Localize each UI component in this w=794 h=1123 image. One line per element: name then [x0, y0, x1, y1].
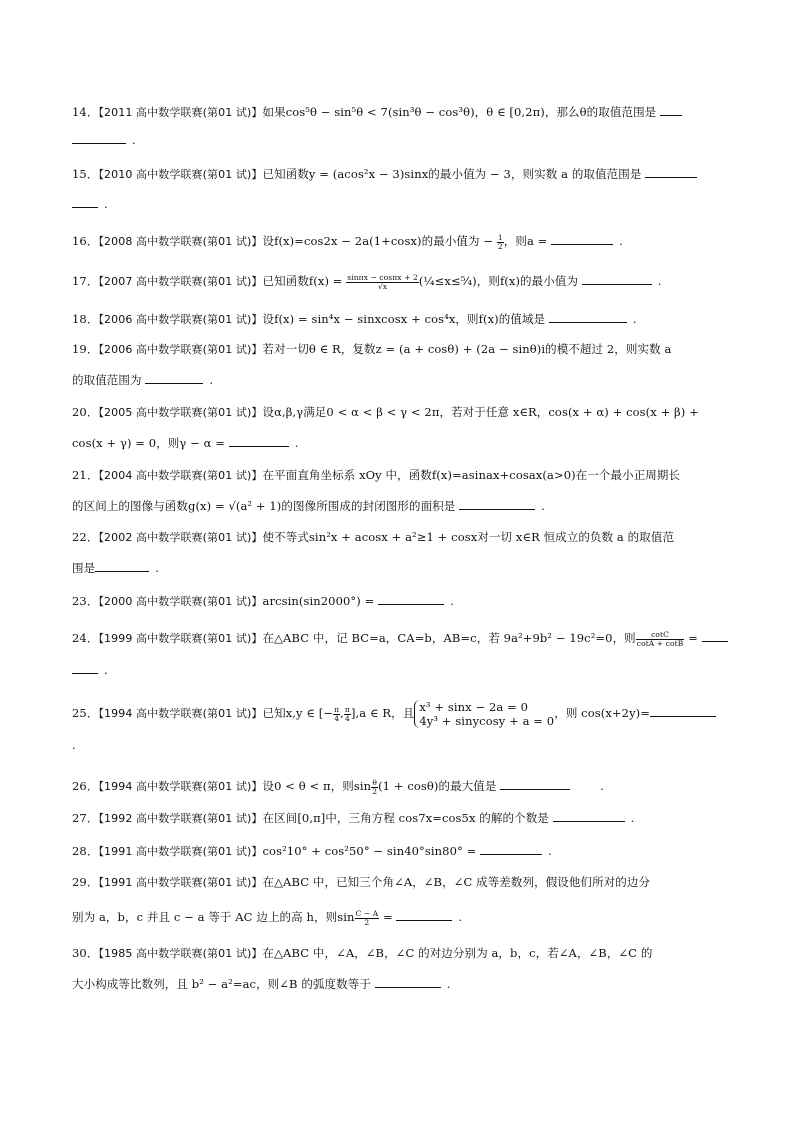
problem-source: 【2006 高中数学联赛(第01 试)】	[98, 313, 263, 326]
fraction: $\frac{\cot C}{\cot A + \cot B}$	[636, 629, 684, 648]
problem-text: 在△ABC 中，记 BC=a，CA=b，AB=c，若 9a²+9b² − 19c²=0，则	[262, 631, 636, 645]
problem-14: 14．【2011 高中数学联赛(第01 试)】如果cos⁵θ − sin⁵θ < 7(sin³θ − cos³θ)，θ ∈ [0,2π)，那么θ的取值范围是	[72, 104, 722, 121]
answer-blank	[95, 560, 149, 572]
problem-text: 已知x,y ∈ [−	[262, 706, 334, 720]
problem-text: 设f(x) = sin⁴x − sinxcosx + cos⁴x，则f(x)的值域是	[262, 312, 546, 326]
answer-blank	[650, 705, 716, 717]
answer-blank	[396, 909, 452, 921]
problem-source: 【1994 高中数学联赛(第01 试)】	[98, 707, 263, 720]
problem-source: 【2004 高中数学联赛(第01 试)】	[98, 469, 263, 482]
problem-source: 【2006 高中数学联赛(第01 试)】	[98, 343, 263, 356]
problem-20-cont: cos(x + γ) = 0，则γ − α = .	[72, 436, 299, 450]
problem-text: 若对一切θ ∈ R，复数z = (a + cosθ) + (2a − sinθ)i的模不超过 2，则实数 a	[262, 342, 672, 356]
problem-source: 【1991 高中数学联赛(第01 试)】	[98, 876, 263, 889]
problem-29-cont: 别为 a，b，c 并且 c − a 等于 AC 边上的高 h，则sin $\frac{C - A}{2}$ = .	[72, 908, 463, 927]
problem-24-cont: .	[72, 662, 722, 678]
problem-20: 20．【2005 高中数学联赛(第01 试)】设α,β,γ满足0 < α < β < γ < 2π，若对于任意 x∈R，cos(x + α) + cos(x + β) +	[72, 405, 699, 419]
problem-text: 在△ABC 中，已知三个角∠A，∠B，∠C 成等差数列，假设他们所对的边分	[262, 875, 651, 889]
answer-blank	[375, 976, 441, 988]
problem-text: 已知函数y = (acos²x − 3)sinx的最小值为 − 3，则实数 a 的取值范围是	[262, 167, 642, 181]
answer-blank	[459, 498, 535, 510]
problem-text: 设α,β,γ满足0 < α < β < γ < 2π，若对于任意 x∈R，cos(x + α) + cos(x + β) +	[262, 405, 699, 419]
problem-22-cont: 围是 .	[72, 561, 159, 575]
answer-blank	[72, 132, 126, 144]
problem-26: 26．【1994 高中数学联赛(第01 试)】设0 < θ < π，则sin $\frac{\theta}{2}$ (1 + cosθ)的最大值是 .	[72, 777, 605, 796]
answer-blank	[229, 435, 289, 447]
problem-21: 21．【2004 高中数学联赛(第01 试)】在平面直角坐标系 xOy 中，函数f(x)=asinax+cosax(a>0)在一个最小正周期长	[72, 468, 681, 482]
answer-blank	[549, 311, 627, 323]
problem-30: 30．【1985 高中数学联赛(第01 试)】在△ABC 中，∠A，∠B，∠C 的对边分别为 a，b，c，若∠A，∠B，∠C 的	[72, 946, 653, 960]
answer-blank	[72, 196, 98, 208]
answer-blank	[582, 273, 652, 285]
problem-17: 17．【2007 高中数学联赛(第01 试)】已知函数f(x) = $\frac{\sin\pi x - \cos\pi x + 2}{√x}$ (¼≤x≤⁵⁄₄)，则f(x)的最小值为 .	[72, 272, 662, 291]
problem-text: 设f(x)=cos2x − 2a(1+cosx)的最小值为 −	[262, 234, 497, 248]
answer-blank	[702, 630, 728, 642]
fraction: $\frac{C - A}{2}$	[355, 908, 379, 927]
problem-text: 使不等式sin²x + acosx + a²≥1 + cosx对一切 x∈R 恒成立的负数 a 的取值范	[262, 530, 675, 544]
problem-text: 设0 < θ < π，则sin	[262, 779, 372, 793]
problem-text: 如果cos⁵θ − sin⁵θ < 7(sin³θ − cos³θ)，θ ∈ [0,2π)，那么θ的取值范围是	[262, 105, 657, 119]
problem-source: 【1992 高中数学联赛(第01 试)】	[98, 812, 263, 825]
problem-text: cos²10° + cos²50° − sin40°sin80° =	[262, 844, 481, 858]
problem-source: 【1985 高中数学联赛(第01 试)】	[98, 947, 263, 960]
problem-text: arcsin(sin2000°) =	[262, 594, 379, 608]
answer-blank	[72, 662, 98, 674]
problem-text: 在平面直角坐标系 xOy 中，函数f(x)=asinax+cosax(a>0)在一个最小正周期长	[262, 468, 681, 482]
problem-24: 24．【1999 高中数学联赛(第01 试)】在△ABC 中，记 BC=a，CA=b，AB=c，若 9a²+9b² − 19c²=0，则 $\frac{\cot C}{\cot A + \cot B}$ =	[72, 630, 722, 648]
fraction: $\frac{\pi}{4}$	[334, 704, 340, 723]
problem-19-cont: 的取值范围为 .	[72, 373, 214, 387]
problem-22: 22．【2002 高中数学联赛(第01 试)】使不等式sin²x + acosx + a²≥1 + cosx对一切 x∈R 恒成立的负数 a 的取值范	[72, 530, 675, 544]
answer-blank	[551, 233, 613, 245]
problem-text: 已知函数f(x) =	[262, 274, 347, 288]
problem-source: 【1999 高中数学联赛(第01 试)】	[98, 632, 263, 645]
problem-14-cont: .	[72, 132, 722, 148]
problem-source: 【2000 高中数学联赛(第01 试)】	[98, 595, 263, 608]
answer-blank	[553, 810, 625, 822]
answer-blank	[645, 166, 697, 178]
problem-15: 15．【2010 高中数学联赛(第01 试)】已知函数y = (acos²x − 3)sinx的最小值为 − 3，则实数 a 的取值范围是	[72, 166, 722, 183]
answer-blank	[378, 593, 444, 605]
problem-25: 25．【1994 高中数学联赛(第01 试)】已知x,y ∈ [− $\frac{\pi}{4}$ , $\frac{\pi}{4}$ ],a ∈ R，且 x³ + sinx − 2a = 0 4y³ + sinycosy + a = 0 ，则 cos(x+2y)=	[72, 700, 722, 728]
fraction: $\frac{\theta}{2}$	[372, 777, 378, 796]
answer-blank	[145, 372, 203, 384]
problem-source: 【2005 高中数学联赛(第01 试)】	[98, 406, 263, 419]
problem-source: 【2008 高中数学联赛(第01 试)】	[98, 235, 263, 248]
fraction: $\frac{1}{2}$	[497, 232, 503, 251]
problem-15-cont: .	[72, 196, 722, 212]
fraction: $\frac{\sin\pi x - \cos\pi x + 2}{√x}$	[347, 272, 418, 291]
problem-source: 【2002 高中数学联赛(第01 试)】	[98, 531, 263, 544]
problem-text: 在△ABC 中，∠A，∠B，∠C 的对边分别为 a，b，c，若∠A，∠B，∠C 的	[262, 946, 653, 960]
problem-18: 18．【2006 高中数学联赛(第01 试)】设f(x) = sin⁴x − sinxcosx + cos⁴x，则f(x)的值域是 .	[72, 312, 637, 326]
problem-19: 19．【2006 高中数学联赛(第01 试)】若对一切θ ∈ R，复数z = (a + cosθ) + (2a − sinθ)i的模不超过 2，则实数 a	[72, 342, 672, 356]
equation-system: x³ + sinx − 2a = 0 4y³ + sinycosy + a = 0	[414, 700, 554, 728]
problem-27: 27．【1992 高中数学联赛(第01 试)】在区间[0,π]中，三角方程 cos7x=cos5x 的解的个数是 .	[72, 811, 635, 825]
problem-29: 29．【1991 高中数学联赛(第01 试)】在△ABC 中，已知三个角∠A，∠B，∠C 成等差数列，假设他们所对的边分	[72, 875, 651, 889]
answer-blank	[500, 778, 570, 790]
problem-23: 23．【2000 高中数学联赛(第01 试)】arcsin(sin2000°) = .	[72, 594, 454, 608]
problem-30-cont: 大小构成等比数列，且 b² − a²=ac，则∠B 的弧度数等于 .	[72, 977, 451, 991]
answer-blank	[480, 843, 542, 855]
problem-25-cont: .	[72, 738, 76, 752]
fraction: $\frac{\pi}{4}$	[344, 704, 350, 723]
problem-source: 【1991 高中数学联赛(第01 试)】	[98, 845, 263, 858]
problem-16: 16．【2008 高中数学联赛(第01 试)】设f(x)=cos2x − 2a(1+cosx)的最小值为 − $\frac{1}{2}$ ，则a = .	[72, 232, 623, 251]
problem-21-cont: 的区间上的图像与函数g(x) = √(a² + 1)的图像所围成的封闭图形的面积是 .	[72, 499, 545, 513]
problem-28: 28．【1991 高中数学联赛(第01 试)】cos²10° + cos²50° − sin40°sin80° = .	[72, 844, 552, 858]
problem-source: 【1994 高中数学联赛(第01 试)】	[98, 780, 263, 793]
problem-text: 在区间[0,π]中，三角方程 cos7x=cos5x 的解的个数是	[262, 811, 549, 825]
answer-blank	[660, 104, 682, 116]
problem-source: 【2010 高中数学联赛(第01 试)】	[98, 168, 263, 181]
problem-source: 【2011 高中数学联赛(第01 试)】	[98, 106, 263, 119]
problem-source: 【2007 高中数学联赛(第01 试)】	[98, 275, 263, 288]
